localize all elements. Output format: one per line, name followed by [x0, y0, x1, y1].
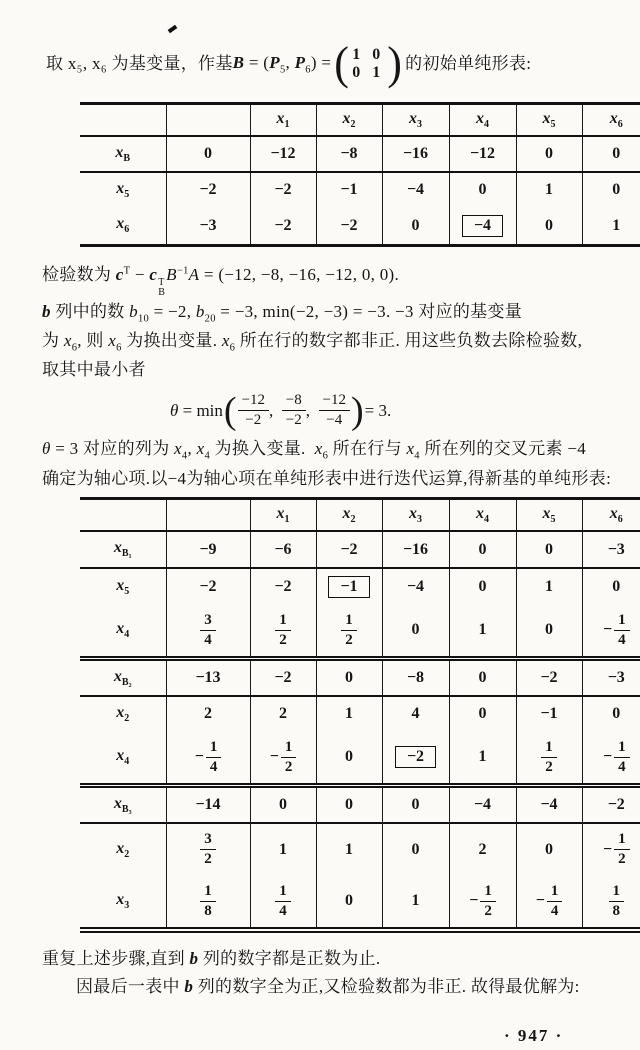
theta-prefix: θ = min [170, 400, 223, 420]
table-row [80, 136, 640, 172]
table-row [80, 823, 640, 876]
row-label-cell [80, 208, 166, 246]
matrix-row: 0 1 [352, 63, 385, 81]
value-cell: 0 [382, 605, 449, 659]
value-cell: −12 [449, 136, 516, 172]
value-cell [516, 732, 582, 786]
value-cell: −2 [316, 531, 382, 567]
value-cell [250, 732, 316, 786]
c-b-t-supsub: T B [158, 276, 166, 298]
fraction-numerator: 1 [206, 739, 222, 758]
initial-simplex-table [80, 102, 640, 247]
value-cell: −2 [250, 208, 316, 246]
fraction-numerator: 1 [541, 739, 557, 758]
fraction-numerator: 1 [547, 883, 563, 902]
theta-formula: θ = min ( $\frac{-12}{-2}$ , $\frac{-8}{-2}$ , $\frac{-12}{-4}$ ) = 3. [170, 389, 392, 432]
value-cell: 1 [582, 208, 640, 246]
table-row [80, 696, 640, 731]
value-cell [449, 876, 516, 931]
col-header-cell: $x_5$ [516, 104, 582, 137]
b-column-line1: b 列中的数 $b_{10} = -2$, $b_{20} = -3$, min(−2, −3) = −3. −3 对应的基变量 [42, 301, 523, 324]
conclusion-line2: 因最后一表中 b 列的数字全为正,又检验数都为非正. 故得最优解为: [76, 976, 580, 996]
value-cell: −2 [316, 208, 382, 246]
fraction-value [275, 883, 291, 921]
variable-label: $x_4$ [116, 747, 130, 768]
blank-header-cell [80, 104, 166, 137]
value-cell: −2 [166, 172, 250, 207]
minus-sign: − [194, 747, 204, 765]
col-header-cell: $x_2$ [316, 499, 382, 532]
minus-sign: − [602, 747, 613, 765]
value-cell [516, 876, 582, 931]
value-cell: −4 [516, 786, 582, 824]
value-cell: −16 [382, 136, 449, 172]
fraction-numerator: −12 [238, 392, 269, 411]
row-label-cell [80, 172, 166, 207]
fraction-value [341, 612, 357, 650]
value-cell: 2 [166, 696, 250, 731]
fraction-numerator: −8 [282, 392, 306, 411]
value-cell [582, 732, 640, 786]
col-header-cell: $x_6$ [582, 499, 640, 532]
variable-label: $x_5$ [116, 576, 130, 597]
blank-header-cell [80, 499, 166, 532]
value-cell: −16 [382, 531, 449, 567]
table-row [80, 531, 640, 567]
basis-formula: $B = (P_5$, $P_6$) = [232, 53, 332, 76]
value-cell: 4 [382, 696, 449, 731]
variable-label: $x_{B_2}$ [113, 668, 132, 689]
value-cell: −8 [382, 659, 449, 697]
fraction-numerator: 1 [614, 612, 630, 631]
col-header-cell: $x_4$ [449, 499, 516, 532]
value-cell: −8 [316, 136, 382, 172]
value-cell [166, 823, 250, 876]
value-cell: 0 [382, 786, 449, 824]
fraction-value [614, 612, 630, 650]
value-cell: 0 [516, 823, 582, 876]
blank-header-cell [166, 104, 250, 137]
value-cell: −2 [250, 172, 316, 207]
matrix-right-paren: ) [387, 38, 403, 90]
value-cell: 0 [449, 531, 516, 567]
fraction-denominator: −2 [245, 412, 262, 429]
value-cell: 0 [582, 696, 640, 731]
value-cell: 1 [516, 172, 582, 207]
value-cell: −4 [382, 568, 449, 605]
variable-label: $x_{B_3}$ [113, 795, 132, 816]
col-header-cell: $x_5$ [516, 499, 582, 532]
variable-label: $x_2$ [116, 704, 130, 725]
variable-label: $x_4$ [116, 620, 130, 641]
fraction-numerator: 1 [281, 739, 297, 758]
fraction-value [614, 831, 630, 869]
row-label-cell [80, 823, 166, 876]
value-cell: 1 [316, 823, 382, 876]
value-cell [449, 208, 516, 246]
iteration-simplex-table [80, 497, 640, 933]
value-cell: 0 [316, 732, 382, 786]
value-cell: 0 [516, 208, 582, 246]
value-cell: 0 [250, 786, 316, 824]
intro-text-before: 取 x₅, x₆ 为基变量，作基 [46, 54, 233, 74]
value-cell [250, 605, 316, 659]
col-header-cell: $x_3$ [382, 499, 449, 532]
minus-sign: − [469, 892, 479, 910]
theta-fraction-1 [238, 392, 269, 430]
variable-label: $x_{B_1}$ [113, 539, 132, 560]
value-cell [582, 823, 640, 876]
row-label-cell [80, 876, 166, 931]
value-cell: 0 [316, 786, 382, 824]
fraction-denominator: 4 [209, 758, 218, 775]
value-cell: 0 [449, 696, 516, 731]
row-label-cell [80, 568, 166, 605]
value-cell: 1 [250, 823, 316, 876]
table-row [80, 605, 640, 659]
col-header-cell: $x_1$ [250, 104, 316, 137]
value-cell [250, 876, 316, 931]
value-cell: 2 [449, 823, 516, 876]
check-numbers-line: 检验数为 $c^T - c$ T B $B^{-1}A = (-12$, −8, −16, −12, 0, 0). [42, 264, 400, 298]
b-column-line3: 取其中最小者 [42, 360, 146, 380]
intro-text-after: 的初始单纯形表: [405, 54, 532, 74]
pivot-box: −2 [395, 746, 436, 768]
pivot-explain-line2: 确定为轴心项.以−4为轴心项在单纯形表中进行迭代运算,得新基的单纯形表: [42, 468, 612, 488]
value-cell [166, 732, 250, 786]
theta-result: = 3. [364, 400, 392, 420]
col-header-cell: $x_2$ [316, 104, 382, 137]
value-cell: 0 [382, 208, 449, 246]
minus-sign: − [602, 840, 613, 858]
pivot-box: −4 [462, 215, 503, 237]
fraction-numerator: 1 [480, 883, 496, 902]
value-cell: −9 [166, 531, 250, 567]
value-cell: 0 [582, 568, 640, 605]
fraction-numerator: 3 [200, 612, 216, 631]
fraction-denominator: 4 [618, 631, 626, 648]
fraction-value [206, 739, 222, 777]
minus-sign: − [602, 621, 613, 639]
value-cell: 0 [516, 136, 582, 172]
value-cell: 0 [316, 659, 382, 697]
value-cell: −2 [582, 786, 640, 824]
minus-sign: − [535, 892, 545, 910]
variable-label: $x_3$ [116, 891, 130, 912]
value-cell: 2 [250, 696, 316, 731]
value-cell: 1 [516, 568, 582, 605]
value-cell: −12 [250, 136, 316, 172]
value-cell: −2 [250, 568, 316, 605]
matrix-left-paren: ( [334, 38, 350, 90]
value-cell: −13 [166, 659, 250, 697]
fraction-denominator: −4 [326, 412, 343, 429]
value-cell: −3 [166, 208, 250, 246]
fraction-numerator: 3 [200, 831, 216, 850]
b-column-line2: 为 $x_6$, 则 $x_6$ 为换出变量. $x_6$ 所在行的数字都非正. 用这些负数去除检验数, [42, 330, 583, 354]
header-row [80, 104, 640, 137]
table-row [80, 659, 640, 697]
fraction-denominator: 2 [618, 851, 626, 868]
value-cell: 1 [382, 876, 449, 931]
value-cell [582, 876, 640, 931]
fraction-denominator: 8 [612, 902, 620, 919]
value-cell: −14 [166, 786, 250, 824]
identity-matrix [334, 38, 403, 90]
value-cell: 0 [316, 876, 382, 931]
fraction-denominator: 2 [284, 758, 293, 775]
fraction-value [480, 883, 496, 921]
table-row [80, 568, 640, 605]
value-cell: −2 [516, 659, 582, 697]
value-cell: −4 [382, 172, 449, 207]
intro-paragraph [46, 38, 616, 90]
value-cell [582, 605, 640, 659]
fraction-numerator: 1 [614, 831, 630, 850]
value-cell: 0 [582, 136, 640, 172]
fraction-value [200, 612, 216, 650]
table-row [80, 786, 640, 824]
pivot-explain-line1: θ = 3 对应的列为 $x_4$, $x_4$ 为换入变量. $x_6$ 所在行与 $x_4$ 所在列的交叉元素 −4 [42, 439, 587, 462]
col-header-cell: $x_4$ [449, 104, 516, 137]
row-label-cell [80, 136, 166, 172]
value-cell [166, 605, 250, 659]
fraction-value [275, 612, 291, 650]
fraction-denominator: 4 [618, 758, 626, 775]
variable-label: $x_6$ [116, 215, 130, 236]
row-label-cell [80, 531, 166, 567]
col-header-cell: $x_3$ [382, 104, 449, 137]
value-cell: 0 [449, 659, 516, 697]
value-cell: 0 [516, 531, 582, 567]
col-header-cell: $x_6$ [582, 104, 640, 137]
table-row [80, 172, 640, 207]
fraction-value [541, 739, 557, 777]
row-label-cell [80, 786, 166, 824]
value-cell: 0 [166, 136, 250, 172]
value-cell: 1 [316, 696, 382, 731]
value-cell: 0 [382, 823, 449, 876]
value-cell [166, 876, 250, 931]
fraction-denominator: 2 [345, 631, 353, 648]
value-cell: −2 [166, 568, 250, 605]
value-cell: −6 [250, 531, 316, 567]
value-cell: −1 [516, 696, 582, 731]
blank-header-cell [166, 499, 250, 532]
variable-label: $x_5$ [116, 180, 130, 201]
fraction-denominator: 2 [204, 851, 212, 868]
fraction-denominator: 2 [279, 631, 287, 648]
minus-sign: − [269, 747, 279, 765]
value-cell [316, 568, 382, 605]
fraction-numerator: 1 [275, 612, 291, 631]
value-cell: −1 [316, 172, 382, 207]
fraction-numerator: 1 [200, 883, 216, 902]
row-label-cell [80, 659, 166, 697]
fraction-denominator: 4 [550, 902, 559, 919]
value-cell: 1 [449, 605, 516, 659]
table-row [80, 732, 640, 786]
fraction-numerator: 1 [341, 612, 357, 631]
row-label-cell [80, 696, 166, 731]
fraction-value [547, 883, 563, 921]
value-cell: 0 [449, 568, 516, 605]
matrix-rows [349, 46, 387, 81]
value-cell: −3 [582, 659, 640, 697]
fraction-denominator: −2 [285, 412, 302, 429]
fraction-denominator: 2 [545, 758, 553, 775]
theta-fraction-2 [282, 392, 306, 430]
variable-label: $x_B$ [115, 144, 131, 165]
header-row [80, 499, 640, 532]
row-label-cell [80, 732, 166, 786]
fraction-numerator: 1 [609, 883, 625, 902]
theta-fraction-3 [319, 392, 350, 430]
page-number: · 947 · [504, 1026, 564, 1046]
fraction-numerator: 1 [614, 739, 630, 758]
conclusion-line1: 重复上述步骤,直到 b 列的数字都是正数为止. [42, 949, 381, 969]
fraction-value [200, 831, 216, 869]
table-row [80, 208, 640, 246]
fraction-denominator: 8 [204, 902, 212, 919]
value-cell [316, 605, 382, 659]
value-cell: 0 [449, 172, 516, 207]
value-cell: −4 [449, 786, 516, 824]
row-label-cell [80, 605, 166, 659]
fraction-denominator: 4 [204, 631, 212, 648]
fraction-value [200, 883, 216, 921]
matrix-row: 1 0 [352, 46, 385, 64]
variable-label: $x_2$ [116, 839, 130, 861]
value-cell: −3 [582, 531, 640, 567]
fraction-denominator: 4 [279, 902, 287, 919]
fraction-value [609, 883, 625, 921]
pivot-box: −1 [328, 576, 369, 598]
value-cell: 1 [449, 732, 516, 786]
value-cell [382, 732, 449, 786]
value-cell: 0 [582, 172, 640, 207]
col-header-cell: $x_1$ [250, 499, 316, 532]
value-cell: −2 [250, 659, 316, 697]
fraction-denominator: 2 [484, 902, 492, 919]
fraction-value [281, 739, 297, 777]
table-row [80, 876, 640, 931]
fraction-numerator: −12 [319, 392, 350, 411]
value-cell: 0 [516, 605, 582, 659]
fraction-value [614, 739, 630, 777]
fraction-numerator: 1 [275, 883, 291, 902]
